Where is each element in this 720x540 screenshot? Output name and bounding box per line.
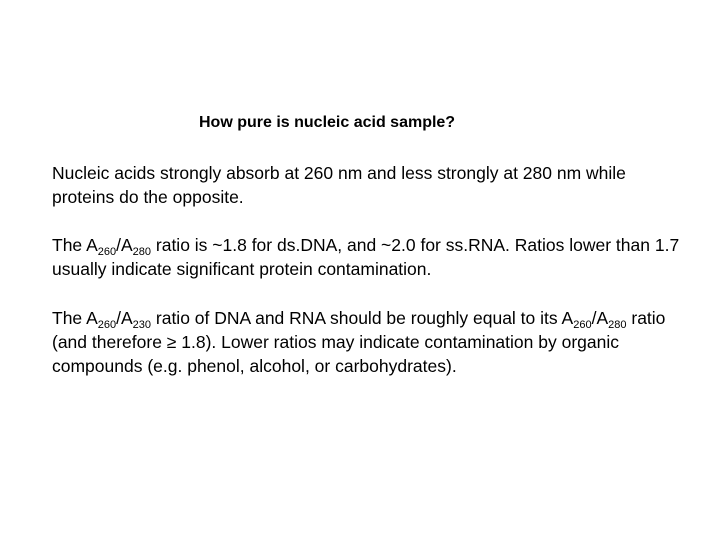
text-segment: /A bbox=[116, 308, 133, 328]
text-segment: A bbox=[86, 308, 98, 328]
paragraph-absorbance: Nucleic acids strongly absorb at 260 nm and less strongly at 280 nm while proteins do the opposite. bbox=[52, 163, 626, 207]
text-segment: ratio of DNA and RNA should be roughly equal to its bbox=[151, 308, 562, 328]
text-segment: A bbox=[86, 235, 98, 255]
text-segment: ratio is ~1.8 for ds.DNA, and ~2.0 for ss.RNA. Ratios lower than 1.7 usually indicate significant protein contamination. bbox=[52, 235, 680, 279]
text-segment: A bbox=[561, 308, 574, 328]
subscript: 260 bbox=[573, 319, 592, 331]
subscript: 280 bbox=[608, 319, 627, 331]
paragraph-a260-a280 bbox=[52, 233, 692, 281]
subscript: 280 bbox=[132, 246, 152, 258]
paragraph-a260-a230 bbox=[52, 306, 692, 378]
text-segment: ratio (and therefore ≥ 1.8). Lower ratios may indicate contamination by organic compounds (e.g. phenol, alcohol, or carbohydrates). bbox=[52, 308, 666, 376]
subscript: 260 bbox=[97, 319, 117, 331]
subscript: 230 bbox=[132, 319, 152, 331]
slide-title: How pure is nucleic acid sample? bbox=[199, 114, 456, 131]
text-segment: /A bbox=[116, 235, 133, 255]
text-segment: /A bbox=[591, 308, 609, 328]
text-segment: The bbox=[52, 308, 87, 328]
text-segment: The bbox=[52, 235, 87, 255]
subscript: 260 bbox=[97, 246, 117, 258]
